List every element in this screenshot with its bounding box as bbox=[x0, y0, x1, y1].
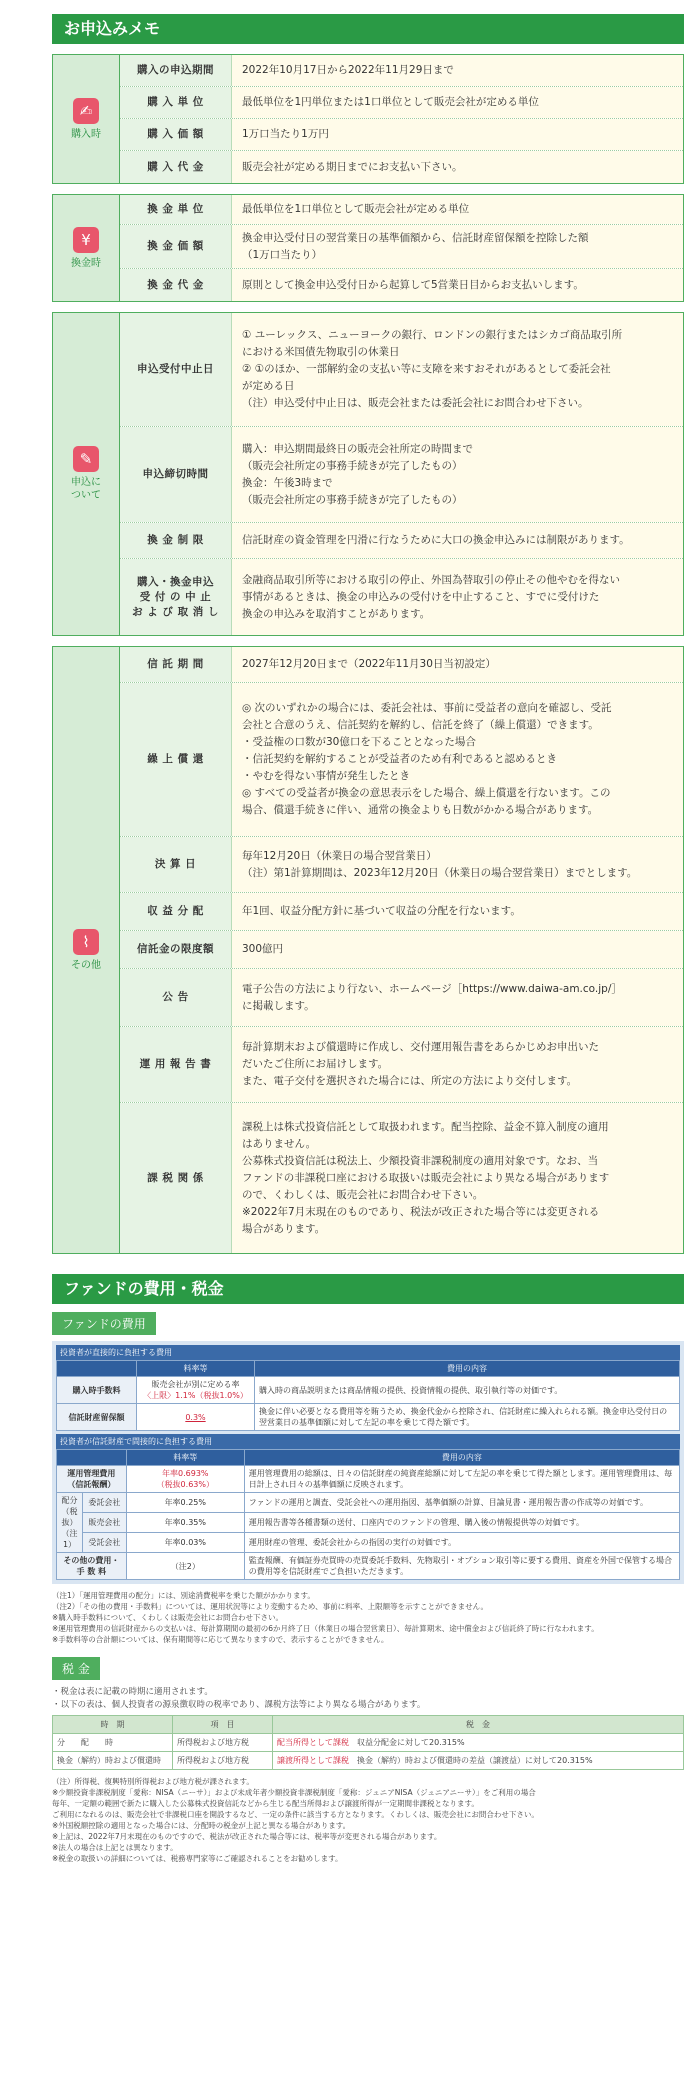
row-value: 販売会社が定める期日までにお支払い下さい。 bbox=[242, 160, 463, 173]
info-row bbox=[120, 559, 683, 635]
fee-key: 信託財産留保額 bbox=[57, 1404, 137, 1431]
row-key: 購入の申込期間 bbox=[120, 55, 232, 86]
info-row bbox=[120, 313, 683, 427]
alloc-key: 販売会社 bbox=[83, 1513, 127, 1533]
indirect-fee-header: 投資者が信託財産で間接的に負担する費用 bbox=[56, 1434, 680, 1449]
category-label: その他 bbox=[71, 959, 101, 971]
row-key: 購 入 単 位 bbox=[120, 87, 232, 118]
row-value: 年1回、収益分配方針に基づいて収益の分配を行ないます。 bbox=[242, 905, 521, 917]
row-key: 信託金の限度額 bbox=[120, 931, 232, 968]
fee-desc: 運用管理費用の総額は、日々の信託財産の純資産総額に対して左記の率を乗じて得た額とします。運用管理費用は、毎日計上され日々の基準価額に反映されます。 bbox=[244, 1466, 679, 1493]
tax-when: 換金（解約）時および償還時 bbox=[53, 1752, 173, 1770]
info-row bbox=[120, 269, 683, 301]
category-redemption bbox=[53, 195, 120, 301]
col-desc: 費用の内容 bbox=[244, 1450, 679, 1466]
fee-rate: 0.3% bbox=[137, 1404, 255, 1431]
fee-desc: 購入時の商品説明または商品情報の提供、投資情報の提供、取引執行等の対価です。 bbox=[255, 1377, 680, 1404]
tax-desc: 換金（解約）時および償還時の差益（譲渡益）に対して20.315% bbox=[357, 1756, 593, 1765]
row-value: 金融商品取引所等における取引の停止、外国為替取引の停止その他やむを得ない 事情があるときは、換金の申込みの受付けを中止すること、すでに受付けた 換金の申込みを取消すことがあります。 bbox=[242, 573, 620, 620]
row-key: 繰 上 償 還 bbox=[120, 683, 232, 836]
row-key: 換 金 価 額 bbox=[120, 225, 232, 268]
tax-subtitle: 税 金 bbox=[52, 1657, 100, 1680]
row-value: 信託財産の資金管理を円滑に行なうために大口の換金申込みには制限があります。 bbox=[242, 534, 630, 546]
other-block bbox=[52, 646, 684, 1254]
row-key: 購 入 価 額 bbox=[120, 119, 232, 150]
row-key: 換 金 単 位 bbox=[120, 195, 232, 224]
row-value: 課税上は株式投資信託として取扱われます。配当控除、益金不算入制度の適用 はありません。 公募株式投資信託は税法上、少額投資非課税制度の適用対象です。なお、当 ファンドの非課税口座における取扱いは販売会社により異なる場合があります ので、くわしくは、販売会社にお問合わせ下さい。 ※2022年7月末現在のものであり、税法が改正された場合等には変更される 場合があります。 bbox=[242, 1120, 610, 1235]
fee-rate-cap: 〈上限〉1.1%（税抜1.0%） bbox=[143, 1391, 248, 1400]
tax-desc: 収益分配金に対して20.315% bbox=[357, 1738, 465, 1747]
section-title-fees-tax: ファンドの費用・税金 bbox=[52, 1274, 684, 1304]
tax-col-when: 時 期 bbox=[53, 1716, 173, 1734]
row-value: 最低単位を1円単位または1口単位として販売会社が定める単位 bbox=[242, 96, 539, 108]
alloc-rate: 年率0.03% bbox=[126, 1533, 244, 1553]
tax-tag: 譲渡所得として課税 bbox=[277, 1756, 349, 1765]
category-label: 換金時 bbox=[71, 257, 101, 269]
tax-bullets bbox=[52, 1686, 684, 1770]
row-value: 電子公告の方法により行ない、ホームページ［https://www.daiwa-am.co.jp/］ に掲載します。 bbox=[242, 982, 622, 1012]
info-row bbox=[120, 837, 683, 893]
fee-key: その他の費用・ 手 数 料 bbox=[57, 1553, 127, 1580]
info-row bbox=[120, 1103, 683, 1253]
tax-bullet: ・以下の表は、個人投資者の源泉徴収時の税率であり、課税方法等により異なる場合があります。 bbox=[52, 1700, 426, 1710]
tax-table bbox=[52, 1715, 684, 1770]
alloc-rate: 年率0.25% bbox=[126, 1493, 244, 1513]
category-label: 申込に ついて bbox=[71, 477, 101, 501]
fee-table-block bbox=[52, 1341, 684, 1584]
direct-fee-table bbox=[56, 1360, 680, 1431]
row-key: 運 用 報 告 書 bbox=[120, 1027, 232, 1102]
fee-key: 運用管理費用 （信託報酬） bbox=[57, 1466, 127, 1493]
col-desc: 費用の内容 bbox=[255, 1361, 680, 1377]
row-key: 公 告 bbox=[120, 969, 232, 1026]
row-key: 決 算 日 bbox=[120, 837, 232, 892]
row-value: ◎ 次のいずれかの場合には、委託会社は、事前に受益者の意向を確認し、受託 会社と合意のうえ、信託契約を解約し、信託を終了（繰上償還）できます。 ・受益権の口数が30億口を下ることとなった場合 ・信託契約を解約することが受益者のため有利であると認めるとき ・やむを得ない事情が発生したとき ◎ すべての受益者が換金の意思表示をした場合、繰上償還を行ないます。この 場合、償還手続きに伴い、通常の換金よりも日数がかかる場合があります。 bbox=[242, 702, 612, 816]
row-value: 2027年12月20日まで（2022年11月30日当初設定） bbox=[242, 658, 496, 670]
info-row bbox=[120, 893, 683, 931]
row-value: 毎計算期末および償還時に作成し、交付運用報告書をあらかじめお申出いた だいたご住所にお届けします。 また、電子交付を選択された場合には、所定の方法により交付します。 bbox=[242, 1041, 599, 1087]
row-key: 換 金 制 限 bbox=[120, 523, 232, 558]
alloc-desc: ファンドの運用と調査、受託会社への運用指図、基準価額の計算、目論見書・運用報告書の作成等の対価です。 bbox=[244, 1493, 679, 1513]
fee-rate: 販売会社が別に定める率 bbox=[151, 1380, 240, 1389]
indirect-fee-table bbox=[56, 1449, 680, 1580]
pen-icon: ✎ bbox=[73, 446, 99, 472]
fee-notes bbox=[52, 1590, 684, 1645]
col-rate: 料率等 bbox=[126, 1450, 244, 1466]
info-row bbox=[120, 55, 683, 87]
info-row bbox=[120, 1027, 683, 1103]
category-label: 購入時 bbox=[71, 128, 101, 140]
tax-item: 所得税および地方税 bbox=[173, 1752, 273, 1770]
row-value: 毎年12月20日（休業日の場合翌営業日） （注）第1計算期間は、2023年12月20日（休業日の場合翌営業日）までとします。 bbox=[242, 849, 638, 879]
info-row bbox=[120, 195, 683, 225]
fee-rate: 年率0.693% （税抜0.63%） bbox=[126, 1466, 244, 1493]
row-value: 原則として換金申込受付日から起算して5営業日目からお支払いします。 bbox=[242, 278, 584, 291]
alloc-key: 受託会社 bbox=[83, 1533, 127, 1553]
fees-subtitle: ファンドの費用 bbox=[52, 1312, 156, 1335]
info-row bbox=[120, 225, 683, 269]
info-row bbox=[120, 119, 683, 151]
alloc-desc: 運用報告書等各種書類の送付、口座内でのファンドの管理、購入後の情報提供等の対価です。 bbox=[244, 1513, 679, 1533]
purchase-block bbox=[52, 54, 684, 184]
paperclip-icon: ⌇ bbox=[73, 929, 99, 955]
tax-tag: 配当所得として課税 bbox=[277, 1738, 349, 1747]
category-application bbox=[53, 313, 120, 635]
tax-notes-text: （注）所得税、復興特別所得税および地方税が課されます。 ※少額投資非課税制度「愛称：NISA（ニーサ）」および未成年者少額投資非課税制度「愛称：ジュニアNISA（ジュニアニーサ）」をご利用の場合 毎年、一定額の範囲で新たに購入した公募株式投資信託などから生じる配当所得および譲渡所得が一定期間非課税となります。 ご利用になれるのは、販売会社で非課税口座を開設するなど、一定の条件に該当する方となります。くわしくは、販売会社にお問合わせ下さい。 ※外国税額控除の適用となった場合には、分配時の税金が上記と異なる場合があります。 ※上記は、2022年7月末現在のものですので、税法が改正された場合等には、税率等が変更される場合があります。 ※法人の場合は上記とは異なります。 ※税金の取扱いの詳細については、税務専門家等にご確認されることをお勧めします。 bbox=[52, 1777, 539, 1863]
info-row bbox=[120, 523, 683, 559]
tax-col-item: 項 目 bbox=[173, 1716, 273, 1734]
direct-fee-header: 投資者が直接的に負担する費用 bbox=[56, 1345, 680, 1360]
row-value: 1万口当たり1万円 bbox=[242, 128, 329, 140]
info-row bbox=[120, 931, 683, 969]
fee-desc: 換金に伴い必要となる費用等を賄うため、換金代金から控除され、信託財産に繰入れられる額。換金申込受付日の翌営業日の基準価額に対して左記の率を乗じて得た額です。 bbox=[255, 1404, 680, 1431]
col-rate: 料率等 bbox=[137, 1361, 255, 1377]
row-key: 課 税 関 係 bbox=[120, 1103, 232, 1253]
row-value: 2022年10月17日から2022年11月29日まで bbox=[242, 64, 454, 76]
info-row bbox=[120, 151, 683, 183]
row-key: 購 入 代 金 bbox=[120, 151, 232, 183]
row-value: 購入：申込期間最終日の販売会社所定の時間まで （販売会社所定の事務手続きが完了したもの） 換金：午後3時まで （販売会社所定の事務手続きが完了したもの） bbox=[242, 442, 473, 506]
tax-item: 所得税および地方税 bbox=[173, 1734, 273, 1752]
application-block bbox=[52, 312, 684, 636]
row-key: 信 託 期 間 bbox=[120, 647, 232, 682]
row-value: ① ユーレックス、ニューヨークの銀行、ロンドンの銀行またはシカゴ商品取引所 における米国債先物取引の休業日 ② ①のほか、一部解約金の支払い等に支障を来すおそれがあるとして委託会社 が定める日 （注）申込受付中止日は、販売会社または委託会社にお問合わせ下さい。 bbox=[242, 329, 623, 409]
info-row bbox=[120, 87, 683, 119]
redemption-icon: ¥ bbox=[73, 227, 99, 253]
category-other bbox=[53, 647, 120, 1253]
tax-col-tax: 税 金 bbox=[273, 1716, 684, 1734]
tax-bullet: ・税金は表に記載の時期に適用されます。 bbox=[52, 1687, 213, 1697]
row-value: 最低単位を1口単位として販売会社が定める単位 bbox=[242, 203, 470, 215]
row-key: 購入・換金申込 受 付 の 中 止 お よ び 取 消 し bbox=[120, 559, 232, 635]
row-key: 収 益 分 配 bbox=[120, 893, 232, 930]
row-value: 換金申込受付日の翌営業日の基準価額から、信託財産留保額を控除した額 （1万口当たり） bbox=[242, 231, 589, 261]
fee-rate: （注2） bbox=[126, 1553, 244, 1580]
fee-desc: 監査報酬、有価証券売買時の売買委託手数料、先物取引・オプション取引等に要する費用、資産を外国で保管する場合の費用等を信託財産でご負担いただきます。 bbox=[244, 1553, 679, 1580]
category-purchase bbox=[53, 55, 120, 183]
tax-when: 分 配 時 bbox=[53, 1734, 173, 1752]
section-title-application-memo: お申込みメモ bbox=[52, 14, 684, 44]
row-key: 換 金 代 金 bbox=[120, 269, 232, 301]
row-value: 300億円 bbox=[242, 943, 284, 955]
purchase-icon: ✍ bbox=[73, 98, 99, 124]
fee-key: 購入時手数料 bbox=[57, 1377, 137, 1404]
row-key: 申込受付中止日 bbox=[120, 313, 232, 426]
tax-notes bbox=[52, 1776, 684, 1864]
info-row bbox=[120, 647, 683, 683]
redemption-block bbox=[52, 194, 684, 302]
info-row bbox=[120, 683, 683, 837]
fee-notes-text: （注1）「運用管理費用の配分」には、別途消費税率を乗じた額がかかります。 （注2）「その他の費用・手数料」については、運用状況等により変動するため、事前に料率、上限額等を示すことができません。 ※購入時手数料について、くわしくは販売会社にお問合わせ下さい。 ※運用管理費用の信託財産からの支払いは、毎計算期間の最初の6か月終了日（休業日の場合翌営業日）、毎計算期末、途中償金および信託終了時に行なわれます。 ※手数料等の合計額については、保有期間等に応じて異なりますので、表示することができません。 bbox=[52, 1591, 599, 1644]
alloc-label: 配分 （税抜） （注1） bbox=[57, 1493, 83, 1553]
info-row bbox=[120, 427, 683, 523]
alloc-key: 委託会社 bbox=[83, 1493, 127, 1513]
alloc-rate: 年率0.35% bbox=[126, 1513, 244, 1533]
row-key: 申込締切時間 bbox=[120, 427, 232, 522]
alloc-desc: 運用財産の管理、委託会社からの指図の実行の対価です。 bbox=[244, 1533, 679, 1553]
info-row bbox=[120, 969, 683, 1027]
